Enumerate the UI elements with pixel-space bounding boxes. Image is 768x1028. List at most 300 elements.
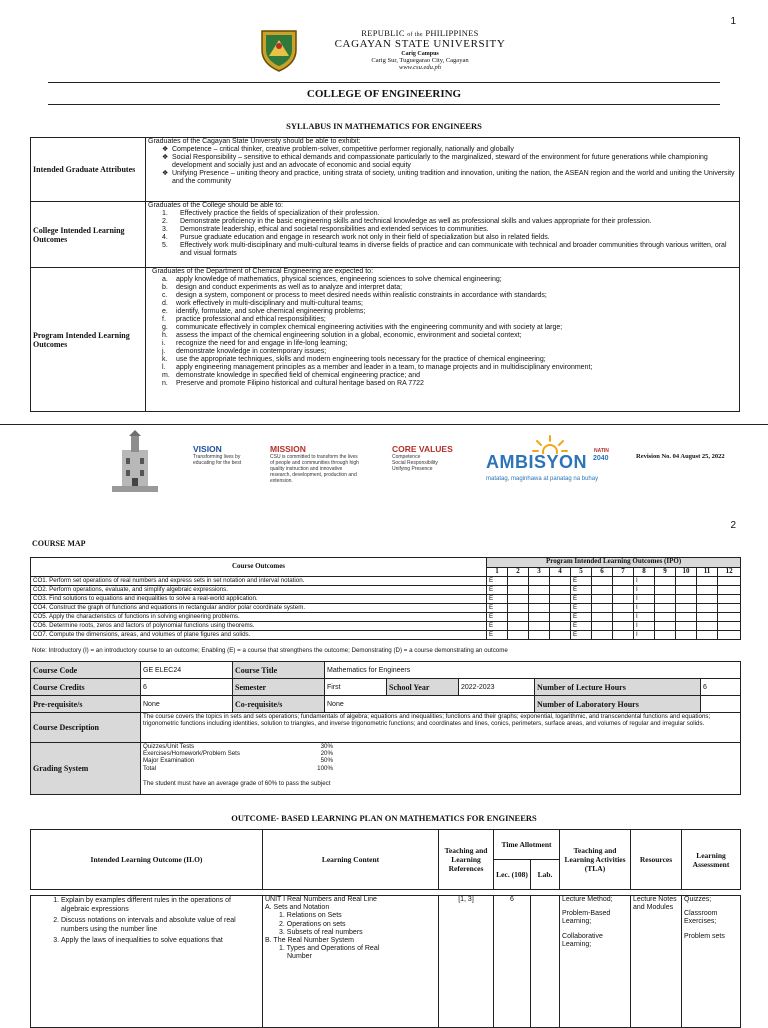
content-list xyxy=(265,904,436,961)
ipo-mapping-cell: E xyxy=(571,595,592,604)
ipo-number: 6 xyxy=(592,568,613,577)
content-item: A. Sets and Notation xyxy=(265,904,330,912)
ipo-mapping-cell xyxy=(718,613,741,622)
mission-title: MISSION xyxy=(270,444,306,454)
ipo-mapping-cell xyxy=(655,595,676,604)
cilo-item-text: Effectively work multi-disciplinary and multi-cultural teams in diverse fields of practice and can communicate with technical and broader communities through various written, oral and visual formats xyxy=(180,242,727,257)
pilo-item-text: recognize the need for and engage in life-long learning; xyxy=(176,340,348,347)
vision-title: VISION xyxy=(193,444,222,454)
course-map-row xyxy=(31,586,741,595)
content-item: 2. Operations on sets xyxy=(279,920,346,928)
cilo-item-number: 1. xyxy=(162,210,168,217)
course-outcome-text: CO1. Perform set operations of real numbers and express sets in set notation and interval notation. xyxy=(31,577,487,586)
course-map-body xyxy=(31,577,741,640)
ipo-number: 3 xyxy=(529,568,550,577)
ipo-mapping-cell: E xyxy=(571,586,592,595)
ipo-mapping-cell xyxy=(529,577,550,586)
cilo-item-number: 5. xyxy=(162,242,168,249)
tla-item: Collaborative Learning; xyxy=(562,932,603,948)
pilo-item-text: use the appropriate techniques, skills and modern engineering tools necessary for the practice of chemical engineering; xyxy=(176,356,546,363)
grading-component: Major Examination xyxy=(143,757,195,765)
course-map-row xyxy=(31,622,741,631)
ipo-number: 8 xyxy=(634,568,655,577)
diamond-bullet-icon: ❖ xyxy=(162,146,169,153)
pilo-item-text: demonstrate knowledge in specified field of chemical engineering practice; and xyxy=(176,372,420,379)
grading-component: Quizzes/Unit Tests xyxy=(143,743,195,750)
ipo-mapping-cell xyxy=(508,622,529,631)
republic-suffix-text: PHILIPPINES xyxy=(425,28,479,38)
cilo-item xyxy=(148,210,737,218)
ipo-mapping-cell xyxy=(676,631,697,640)
grading-weight: 100% xyxy=(317,764,333,772)
ipo-mapping-cell xyxy=(592,631,613,640)
pilo-item xyxy=(148,348,737,356)
olp-unit-row xyxy=(31,896,741,1028)
ipo-mapping-cell xyxy=(592,604,613,613)
ipo-mapping-cell xyxy=(655,586,676,595)
lecture-hours-value: 6 xyxy=(701,679,741,696)
iga-label: Intended Graduate Attributes xyxy=(31,138,146,202)
pilo-item xyxy=(148,340,737,348)
ipo-mapping-cell xyxy=(508,595,529,604)
vision-block xyxy=(193,444,261,466)
natin-text: NATIN xyxy=(594,448,609,454)
course-outcome-text: CO7. Compute the dimensions, areas, and volumes of plane figures and solids. xyxy=(31,631,487,640)
olp-title: OUTCOME- BASED LEARNING PLAN ON MATHEMATICS FOR ENGINEERS xyxy=(231,813,537,823)
ipo-mapping-cell: I xyxy=(634,622,655,631)
pilo-item xyxy=(148,380,737,388)
pilo-item-text: identify, formulate, and solve chemical engineering problems; xyxy=(176,308,366,315)
course-map-row xyxy=(31,631,741,640)
core-value-2: Social Responsibility xyxy=(392,460,438,466)
ipo-mapping-cell xyxy=(676,604,697,613)
revision-text: Revision No. 04 August 25, 2022 xyxy=(636,453,725,460)
iga-intro: Graduates of the Cagayan State University should be able to exhibit: xyxy=(148,138,361,145)
cilo-item-text: Pursue graduate education and engage in research work not only in their field of specialization but also in related fields. xyxy=(180,234,550,241)
cilo-item xyxy=(148,234,737,242)
ipo-number: 12 xyxy=(718,568,741,577)
iga-item-text: Social Responsibility – sensitive to ethical demands and compassionate particularly to the marginalized, steward of the environment for future generations while championing development and socially just and an advocate of economic and social equity xyxy=(172,154,708,169)
school-year-label: School Year xyxy=(387,679,459,696)
pilo-item-text: practice professional and ethical responsibilities; xyxy=(176,316,326,323)
pilo-item xyxy=(148,324,737,332)
corequisite-label: Co-requisite/s xyxy=(233,696,325,713)
ipo-mapping-cell: E xyxy=(487,586,508,595)
tla-item: Problem-Based Learning; xyxy=(562,910,611,926)
grading-item xyxy=(143,743,333,750)
cilo-row xyxy=(31,202,740,268)
ipo-mapping-cell: E xyxy=(487,595,508,604)
school-year-value: 2022-2023 xyxy=(459,679,535,696)
course-description-value: The course covers the topics in sets and sets operations; fundamentals of algebra; equations and inequalities; functions and their graphs; exponential, logarithmic, and transcendental functions and equations; trigonometric functions including identities, solution to triangles, and inverse trigonometric functions; and coordinates and lines, conics, perimeters, surface areas, and volumes of regular and irregular solids. xyxy=(141,713,741,743)
ipo-number: 2 xyxy=(508,568,529,577)
pilo-item xyxy=(148,364,737,372)
course-map-title: COURSE MAP xyxy=(32,539,86,548)
ipo-mapping-cell: E xyxy=(571,613,592,622)
vision-text: Transforming lives by educating for the best xyxy=(193,454,242,466)
corequisite-value: None xyxy=(325,696,535,713)
course-credits-value: 6 xyxy=(141,679,233,696)
letterhead xyxy=(310,28,530,71)
pilo-item xyxy=(148,276,737,284)
course-map-row xyxy=(31,604,741,613)
iga-item xyxy=(148,146,737,154)
ipo-mapping-cell xyxy=(655,604,676,613)
mission-text: CSU is committed to transform the lives of people and communities through high quality instruction and innovative research, development, production and extension. xyxy=(270,454,359,484)
course-credits-label: Course Credits xyxy=(31,679,141,696)
core-values-title: CORE VALUES xyxy=(392,444,453,454)
year-2040-text: 2040 xyxy=(593,455,609,462)
grading-weight: 50% xyxy=(320,757,333,765)
grading-note: The student must have an average grade of 60% to pass the subject xyxy=(143,779,331,787)
ipo-mapping-cell xyxy=(508,604,529,613)
pilo-item xyxy=(148,332,737,340)
ipo-header: Program Intended Learning Outcomes (IPO) xyxy=(487,558,741,568)
tla-header: Teaching and Learning Activities (TLA) xyxy=(560,830,631,890)
cilo-item-text: Demonstrate leadership, ethical and societal responsibilities and extended services to communities. xyxy=(180,226,489,233)
grading-weight: 30% xyxy=(320,743,333,750)
ilo-item: 2. Discuss notations on intervals and absolute value of real numbers using the number line xyxy=(61,916,256,934)
lab-hours-value xyxy=(701,696,741,713)
cilo-item-text: Effectively practice the fields of specialization of their profession. xyxy=(180,210,380,217)
pilo-item-text: apply knowledge of mathematics, physical sciences, engineering sciences to solve chemical engineering; xyxy=(176,276,502,283)
pilo-item xyxy=(148,372,737,380)
pilo-item-letter: f. xyxy=(162,316,166,323)
grading-item xyxy=(143,765,333,772)
website-link[interactable]: www.csu.edu.ph xyxy=(399,64,441,71)
assessment-item: Problem sets xyxy=(684,932,725,940)
course-code-label: Course Code xyxy=(31,662,141,679)
diamond-bullet-icon: ❖ xyxy=(162,170,169,177)
ipo-mapping-cell: E xyxy=(487,613,508,622)
iga-item xyxy=(148,154,737,170)
ipo-mapping-cell xyxy=(592,595,613,604)
ipo-mapping-cell xyxy=(718,577,741,586)
ipo-mapping-cell xyxy=(529,613,550,622)
course-map-note: Note: Introductory (I) = an introductory course to an outcome; Enabling (E) = a course that strengthens the outcome; Demonstrating (D) = a course demonstrating an outcome xyxy=(32,647,508,654)
ipo-mapping-cell xyxy=(613,586,634,595)
pilo-item-text: work effectively in multi-disciplinary and multi-cultural teams; xyxy=(176,300,363,307)
ipo-mapping-cell xyxy=(655,631,676,640)
header-divider xyxy=(48,82,720,83)
tla-list xyxy=(560,896,631,1028)
unit-title: UNIT I Real Numbers and Real Line xyxy=(265,896,377,903)
ipo-mapping-cell: I xyxy=(634,586,655,595)
assessment-header: Learning Assessment xyxy=(682,830,741,890)
pilo-item-text: design a system, component or process to meet desired needs within realistic constraints in accordance with standards; xyxy=(176,292,547,299)
ipo-mapping-cell: E xyxy=(487,622,508,631)
ipo-mapping-cell xyxy=(550,604,571,613)
iga-item xyxy=(148,170,737,186)
course-title-value: Mathematics for Engineers xyxy=(325,662,741,679)
ipo-number: 1 xyxy=(487,568,508,577)
ambisyon-text: AMBISYON xyxy=(486,452,588,472)
ipo-mapping-cell xyxy=(676,595,697,604)
ipo-number: 7 xyxy=(613,568,634,577)
page-number: 1 xyxy=(730,16,736,27)
pilo-item-letter: e. xyxy=(162,308,168,315)
ipo-mapping-cell: E xyxy=(571,631,592,640)
ipo-mapping-cell xyxy=(718,604,741,613)
ipo-mapping-cell xyxy=(550,631,571,640)
pilo-item xyxy=(148,284,737,292)
course-title-label: Course Title xyxy=(233,662,325,679)
course-outcomes-header: Course Outcomes xyxy=(31,558,487,577)
content-item: 1. Relations on Sets xyxy=(279,912,342,920)
ipo-mapping-cell: I xyxy=(634,613,655,622)
grading-list xyxy=(143,743,333,772)
ipo-mapping-cell xyxy=(550,613,571,622)
cilo-list xyxy=(148,210,737,258)
ipo-mapping-cell xyxy=(697,604,718,613)
pilo-item-letter: i. xyxy=(162,340,166,347)
core-values-block xyxy=(392,444,472,472)
cilo-item-text: Demonstrate proficiency in the basic engineering skills and technical knowledge as well as professional skills and values appropriate for their profession. xyxy=(180,218,652,225)
ambisyon-logo xyxy=(486,434,612,490)
ipo-mapping-cell xyxy=(550,586,571,595)
ipo-mapping-cell xyxy=(718,631,741,640)
course-outcome-text: CO6. Determine roots, zeros and factors of polynomial functions using theorems. xyxy=(31,622,487,631)
ipo-mapping-cell xyxy=(592,613,613,622)
time-allotment-header: Time Allotment xyxy=(494,830,560,860)
ipo-mapping-cell: I xyxy=(634,604,655,613)
ipo-mapping-cell xyxy=(550,622,571,631)
campus-address: Carig Sur, Tuguegarao City, Cagayan xyxy=(371,57,469,64)
course-info-table xyxy=(30,661,741,795)
ipo-mapping-cell: E xyxy=(487,631,508,640)
ipo-mapping-cell: E xyxy=(571,577,592,586)
course-map-row xyxy=(31,577,741,586)
ipo-mapping-cell xyxy=(676,613,697,622)
prerequisite-label: Pre-requisite/s xyxy=(31,696,141,713)
ilo-list xyxy=(35,896,256,945)
course-outcome-text: CO4. Construct the graph of functions and equations in rectangular and/or polar coordinate system. xyxy=(31,604,487,613)
resources-value: Lecture Notes and Modules xyxy=(631,896,682,1028)
content-item: 1. Types and Operations of Real xyxy=(279,945,380,953)
pilo-item-letter: b. xyxy=(162,284,168,291)
republic-text: REPUBLIC xyxy=(361,28,405,38)
ilo-item: 1. Explain by examples different rules in the operations of algebraic expressions xyxy=(61,896,256,914)
lab-header: Lab. xyxy=(531,860,560,890)
semester-value: First xyxy=(325,679,387,696)
ipo-mapping-cell: I xyxy=(634,595,655,604)
ipo-mapping-cell xyxy=(508,586,529,595)
ipo-mapping-cell xyxy=(613,595,634,604)
ipo-number: 9 xyxy=(655,568,676,577)
grading-item xyxy=(143,750,333,757)
ipo-mapping-cell xyxy=(529,604,550,613)
lab-value xyxy=(531,896,560,1028)
learning-content-header: Learning Content xyxy=(263,830,439,890)
ipo-mapping-cell xyxy=(697,577,718,586)
ipo-mapping-cell xyxy=(697,631,718,640)
core-value-3: Unifying Presence xyxy=(392,466,433,472)
ipo-mapping-cell xyxy=(697,622,718,631)
iga-item-text: Unifying Presence – uniting theory and practice, uniting strata of society, uniting tradition and innovation, uniting the nation, the ASEAN region and the world and uniting the University and the community xyxy=(172,170,735,185)
cilo-item-number: 3. xyxy=(162,226,168,233)
pilo-item-letter: m. xyxy=(162,372,170,379)
pilo-item-text: demonstrate knowledge in contemporary issues; xyxy=(176,348,327,355)
pilo-item xyxy=(148,292,737,300)
ipo-number: 10 xyxy=(676,568,697,577)
ipo-mapping-cell xyxy=(529,622,550,631)
pilo-item-text: Preserve and promote Filipino historical and cultural heritage based on RA 7722 xyxy=(176,380,424,387)
lec-header: Lec. (108) xyxy=(494,860,531,890)
ipo-mapping-cell xyxy=(592,577,613,586)
pilo-item-letter: h. xyxy=(162,332,168,339)
assessment-list xyxy=(682,896,741,1028)
grading-system-label: Grading System xyxy=(31,743,141,795)
ipo-mapping-cell: E xyxy=(571,622,592,631)
iga-row xyxy=(31,138,740,202)
pilo-item-letter: n. xyxy=(162,380,168,387)
ipo-mapping-cell xyxy=(718,595,741,604)
building-icon xyxy=(112,430,158,492)
references-header: Teaching and Learning References xyxy=(439,830,494,890)
assessment-item: Classroom Exercises; xyxy=(684,910,718,926)
cilo-intro: Graduates of the College should be able to: xyxy=(148,202,284,209)
ipo-mapping-cell: I xyxy=(634,577,655,586)
resources-header: Resources xyxy=(631,830,682,890)
pilo-item-letter: c. xyxy=(162,292,168,299)
university-name: CAGAYAN STATE UNIVERSITY xyxy=(334,38,506,50)
pilo-intro: Graduates of the Department of Chemical Engineering are expected to: xyxy=(152,268,374,275)
footer-divider xyxy=(0,424,768,425)
pilo-item-letter: g. xyxy=(162,324,168,331)
lecture-hours-label: Number of Lecture Hours xyxy=(535,679,701,696)
pilo-item xyxy=(148,300,737,308)
pilo-item-letter: d. xyxy=(162,300,168,307)
course-map-table xyxy=(30,557,741,640)
ipo-mapping-cell xyxy=(676,586,697,595)
pilo-row xyxy=(31,268,740,412)
ipo-mapping-cell xyxy=(676,622,697,631)
grading-weight: 20% xyxy=(320,750,333,758)
cilo-item-number: 2. xyxy=(162,218,168,225)
content-item: Number xyxy=(287,953,312,961)
ipo-mapping-cell xyxy=(655,613,676,622)
ipo-mapping-cell xyxy=(550,577,571,586)
assessment-item: Quizzes; xyxy=(684,896,712,903)
pilo-item-text: communicate effectively in complex chemical engineering activities with the engineering community and with society at large; xyxy=(176,324,563,331)
ipo-mapping-cell xyxy=(718,622,741,631)
grading-item xyxy=(143,757,333,764)
pilo-item xyxy=(148,308,737,316)
mission-block xyxy=(270,444,362,484)
ipo-mapping-cell: E xyxy=(571,604,592,613)
university-seal-icon xyxy=(258,28,300,72)
ipo-mapping-cell xyxy=(613,613,634,622)
diamond-bullet-icon: ❖ xyxy=(162,154,169,161)
core-value-1: Competence xyxy=(392,454,421,460)
references-value: [1, 3] xyxy=(439,896,494,1028)
ipo-number: 5 xyxy=(571,568,592,577)
cilo-item xyxy=(148,218,737,226)
ipo-mapping-cell xyxy=(613,631,634,640)
header-divider-2 xyxy=(48,104,720,105)
grading-component: Exercises/Homework/Problem Sets xyxy=(143,750,240,758)
course-description-label: Course Description xyxy=(31,713,141,743)
course-map-row xyxy=(31,613,741,622)
lec-value: 6 xyxy=(494,896,531,1028)
course-code-value: GE ELEC24 xyxy=(141,662,233,679)
content-item: 3. Subsets of real numbers xyxy=(279,928,363,936)
olp-table xyxy=(30,829,741,1028)
pilo-item-letter: a. xyxy=(162,276,168,283)
ipo-mapping-cell xyxy=(697,613,718,622)
pilo-item-letter: k. xyxy=(162,356,168,363)
cilo-label: College Intended Learning Outcomes xyxy=(31,202,146,268)
college-title: COLLEGE OF ENGINEERING xyxy=(306,88,462,100)
ipo-mapping-cell xyxy=(676,577,697,586)
content-item: B. The Real Number System xyxy=(265,937,354,945)
ipo-mapping-cell xyxy=(613,622,634,631)
ipo-mapping-cell xyxy=(655,577,676,586)
cilo-item xyxy=(148,242,737,258)
ipo-mapping-cell: E xyxy=(487,577,508,586)
cilo-item xyxy=(148,226,737,234)
iga-list xyxy=(148,146,737,186)
ipo-mapping-cell xyxy=(592,622,613,631)
ipo-mapping-cell xyxy=(697,586,718,595)
ipo-mapping-cell xyxy=(508,613,529,622)
course-outcome-text: CO5. Apply the characteristics of functions in solving engineering problems. xyxy=(31,613,487,622)
pilo-list xyxy=(148,276,737,388)
republic-of-text: of the xyxy=(407,32,423,38)
course-outcome-text: CO3. Find solutions to equations and inequalities to solve a real-world application. xyxy=(31,595,487,604)
ambisyon-tagline: matatag, maginhawa at panatag na buhay xyxy=(486,476,599,482)
ipo-mapping-cell xyxy=(613,604,634,613)
course-map-row xyxy=(31,595,741,604)
sun-icon xyxy=(530,434,570,454)
ilo-header: Intended Learning Outcome (ILO) xyxy=(31,830,263,890)
pilo-item-letter: l. xyxy=(162,364,166,371)
campus-name: Carig Campus xyxy=(401,51,439,57)
ipo-number: 4 xyxy=(550,568,571,577)
pilo-item-text: apply engineering management principles as a member and leader in a team, to manage projects and in multidisciplinary environment; xyxy=(176,364,593,371)
course-outcome-text: CO2. Perform operations, evaluate, and simplify algebraic expressions. xyxy=(31,586,487,595)
grading-component: Total xyxy=(143,764,157,772)
ilo-item: 3. Apply the laws of inequalities to solve equations that xyxy=(61,936,256,945)
ipo-mapping-cell xyxy=(508,631,529,640)
pilo-item-letter: j. xyxy=(162,348,166,355)
syllabus-title: SYLLABUS IN MATHEMATICS FOR ENGINEERS xyxy=(286,121,482,131)
pilo-item-text: design and conduct experiments as well as to analyze and interpret data; xyxy=(176,284,403,291)
semester-label: Semester xyxy=(233,679,325,696)
pilo-item-text: assess the impact of the chemical engineering solution in a global, economic, environment and societal context; xyxy=(176,332,522,339)
ipo-mapping-cell xyxy=(529,631,550,640)
ipo-mapping-cell xyxy=(550,595,571,604)
ipo-mapping-cell xyxy=(697,595,718,604)
lab-hours-label: Number of Laboratory Hours xyxy=(535,696,701,713)
ipo-mapping-cell xyxy=(529,586,550,595)
iga-item-text: Competence – critical thinker, creative problem-solver, competitive performer regionally, nationally and globally xyxy=(172,146,514,153)
ipo-number: 11 xyxy=(697,568,718,577)
outcomes-table xyxy=(30,137,740,412)
prerequisite-value: None xyxy=(141,696,233,713)
ipo-mapping-cell xyxy=(613,577,634,586)
pilo-item xyxy=(148,316,737,324)
pilo-item xyxy=(148,356,737,364)
ipo-mapping-cell: E xyxy=(487,604,508,613)
tla-item: Lecture Method; xyxy=(562,896,613,903)
ipo-mapping-cell xyxy=(529,595,550,604)
page-number-2: 2 xyxy=(730,520,736,531)
ipo-mapping-cell xyxy=(655,622,676,631)
cilo-item-number: 4. xyxy=(162,234,168,241)
pilo-label: Program Intended Learning Outcomes xyxy=(31,268,146,412)
ipo-mapping-cell xyxy=(592,586,613,595)
